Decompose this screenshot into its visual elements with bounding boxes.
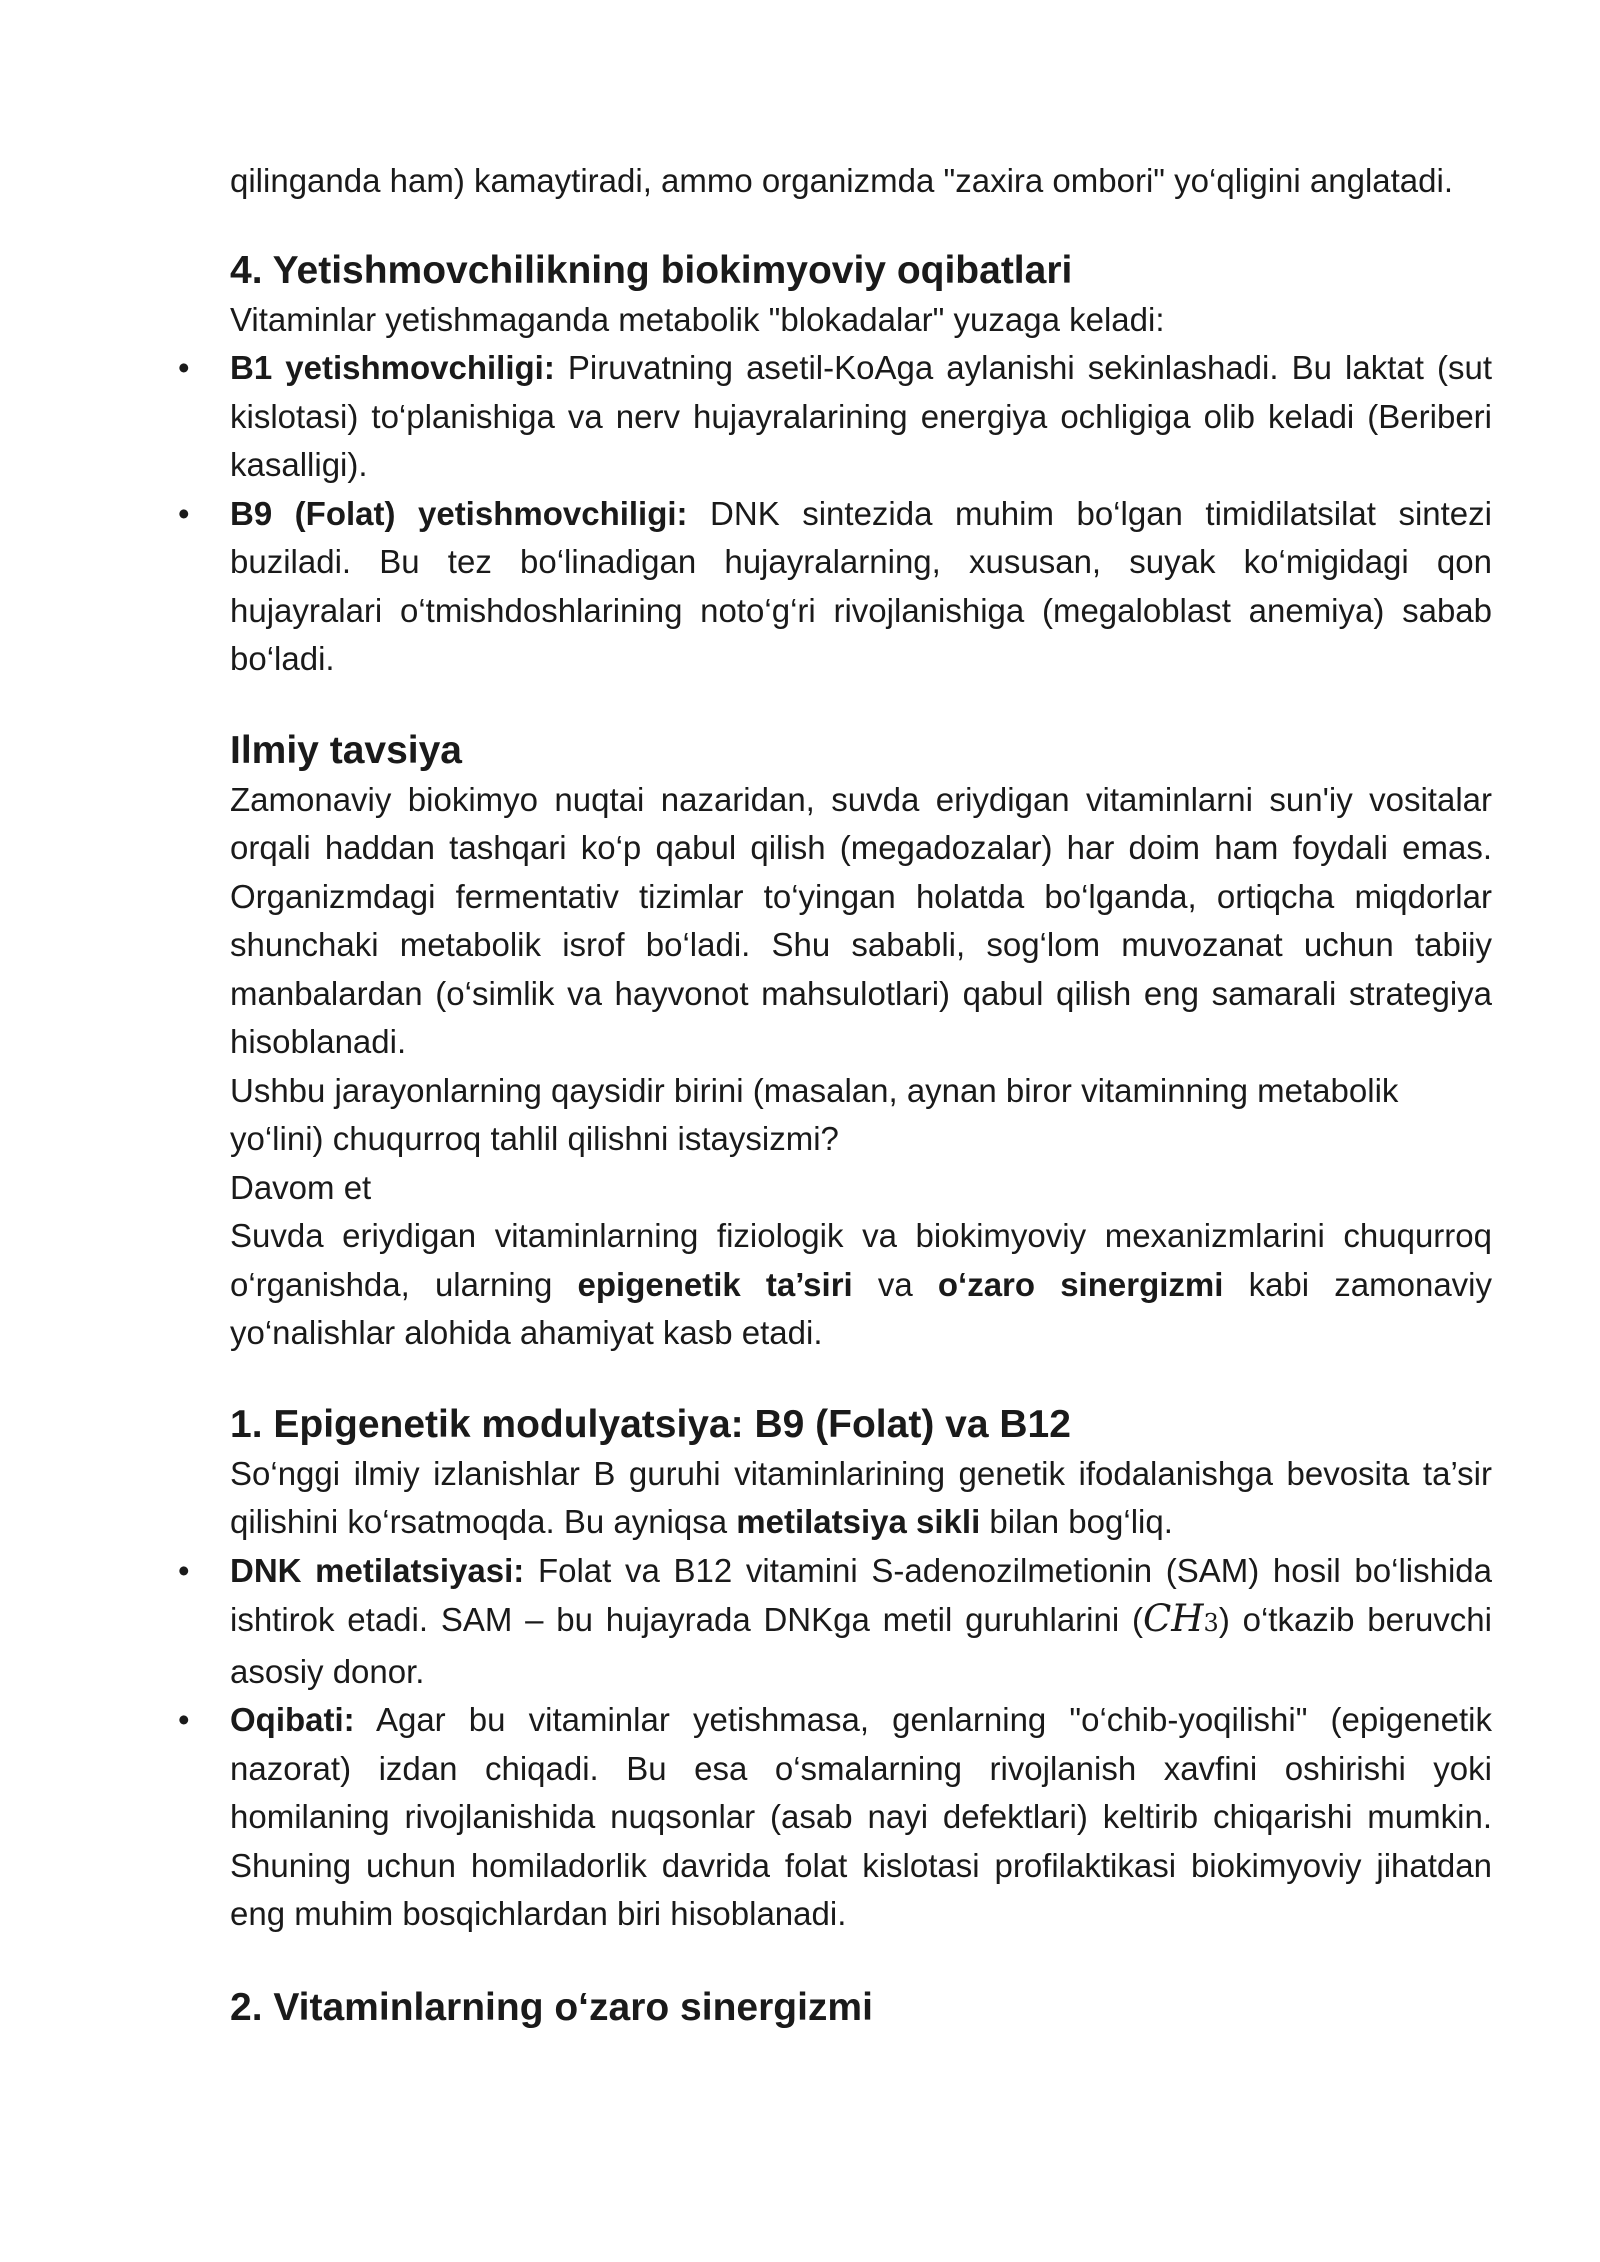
text-span: bilan bog‘liq. bbox=[980, 1503, 1173, 1540]
question-paragraph: Ushbu jarayonlarning qaysidir birini (masalan, aynan biror vitaminning metabolik yo‘lini) chuqurroq tahlil qilishni istaysizmi? bbox=[230, 1071, 1399, 1157]
bullet-text: Agar bu vitaminlar yetishmasa, genlarning "o‘chib-yoqilishi" (epigenetik nazorat) izdan chiqadi. Bu esa o‘smalarning rivojlanish xavfini oshirishi yoki homilaning rivojlanishida nuqsonlar (asab nayi defektlari) keltirib chiqarishi mumkin. Shuning uchun homiladorlik davrida folat kislotasi profilaktikasi biokimyoviy jihatdan eng muhim bosqichlardan biri hisoblanadi. bbox=[230, 1701, 1492, 1932]
bullet-title: Oqibati: bbox=[230, 1701, 355, 1738]
document-page bbox=[178, 0, 1492, 2033]
bullet-text: DNK sintezida muhim bo‘lgan timidilatsilat sintezi buziladi. Bu tez bo‘linadigan hujayralarning, xususan, suyak ko‘migidagi qon hujayralari o‘tmishdoshlarining noto‘g‘ri rivojlanishiga (megaloblast anemiya) sabab bo‘ladi. bbox=[230, 494, 1492, 677]
intro-paragraph: qilinganda ham) kamaytiradi, ammo organizmda "zaxira ombori" yo‘qligini anglatadi. bbox=[230, 162, 1454, 199]
bullet-text: ) o‘tkazib beruvchi asosiy donor. bbox=[230, 1601, 1492, 1690]
list-item bbox=[178, 490, 1492, 684]
section-heading-recommendation: Ilmiy tavsiya bbox=[230, 728, 462, 772]
list-item bbox=[178, 1547, 1492, 1697]
bullet-title: B9 (Folat) yetishmovchiligi: bbox=[230, 494, 688, 532]
text-span: kabi zamonaviy yo‘nalishlar alohida ahamiyat kasb etadi. bbox=[230, 1265, 1492, 1351]
bold-term-synergy: o‘zaro sinergizmi bbox=[937, 1265, 1224, 1303]
deficiency-lead: Vitaminlar yetishmaganda metabolik "blokadalar" yuzaga keladi: bbox=[230, 300, 1165, 338]
bullet-title: B1 yetishmovchiligi: bbox=[230, 349, 555, 386]
section-heading-deficiency: 4. Yetishmovchilikning biokimyoviy oqibatlari bbox=[230, 248, 1073, 292]
section-heading-synergy: 2. Vitaminlarning o‘zaro sinergizmi bbox=[230, 1985, 873, 2029]
formula-subscript: 3 bbox=[1203, 1609, 1219, 1637]
intro-epigenetic-paragraph bbox=[230, 1212, 1492, 1358]
bullet-icon: • bbox=[178, 1701, 190, 1738]
list-item bbox=[178, 1696, 1492, 1939]
continue-paragraph: Davom et bbox=[230, 1168, 372, 1206]
bullet-icon: • bbox=[178, 349, 190, 386]
bullet-title: DNK metilatsiyasi: bbox=[230, 1551, 525, 1589]
formula-ch: CH bbox=[1142, 1597, 1204, 1640]
section-heading-epigenetic: 1. Epigenetik modulyatsiya: B9 (Folat) va B12 bbox=[230, 1402, 1071, 1446]
list-item bbox=[178, 344, 1492, 490]
bullet-text: Piruvatning asetil-KoAga aylanishi sekinlashadi. Bu laktat (sut kislotasi) to‘planishiga va nerv hujayralarining energiya ochligiga olib keladi (Beriberi kasalligi). bbox=[230, 349, 1492, 483]
epigenetic-lead bbox=[230, 1450, 1492, 1547]
bullet-icon: • bbox=[178, 1551, 190, 1589]
bullet-icon: • bbox=[178, 494, 190, 532]
epigenetic-list bbox=[178, 1547, 1492, 1939]
deficiency-list bbox=[178, 344, 1492, 684]
recommendation-paragraph: Zamonaviy biokimyo nuqtai nazaridan, suvda eriydigan vitaminlarni sun'iy vositalar orqali haddan tashqari ko‘p qabul qilish (megadozalar) har doim ham foydali emas. Organizmdagi fermentativ tizimlar to‘yingan holatda bo‘lganda, ortiqcha miqdorlar shunchaki metabolik isrof bo‘ladi. Shu sababli, sog‘lom muvozanat uchun tabiiy manbalardan (o‘simlik va hayvonot mahsulotlari) qabul qilish eng samarali strategiya hisoblanadi. bbox=[230, 780, 1492, 1060]
text-span: So‘nggi ilmiy izlanishlar B guruhi vitaminlarining genetik ifodalanishga bevosita ta’sir qilishini ko‘rsatmoqda. Bu ayniqsa bbox=[230, 1454, 1492, 1540]
text-span: va bbox=[852, 1265, 938, 1303]
bold-term-epigenetic: epigenetik ta’siri bbox=[577, 1265, 853, 1303]
text-span: Suvda eriydigan vitaminlarning fiziologik va biokimyoviy mexanizmlarini chuqurroq o‘rganishda, ularning bbox=[230, 1217, 1492, 1303]
bold-term-methylation: metilatsiya sikli bbox=[736, 1503, 981, 1540]
bullet-text: Folat va B12 vitamini S-adenozilmetionin (SAM) hosil bo‘lishida ishtirok etadi. SAM – bu hujayrada DNKga metil guruhlarini ( bbox=[230, 1551, 1492, 1638]
